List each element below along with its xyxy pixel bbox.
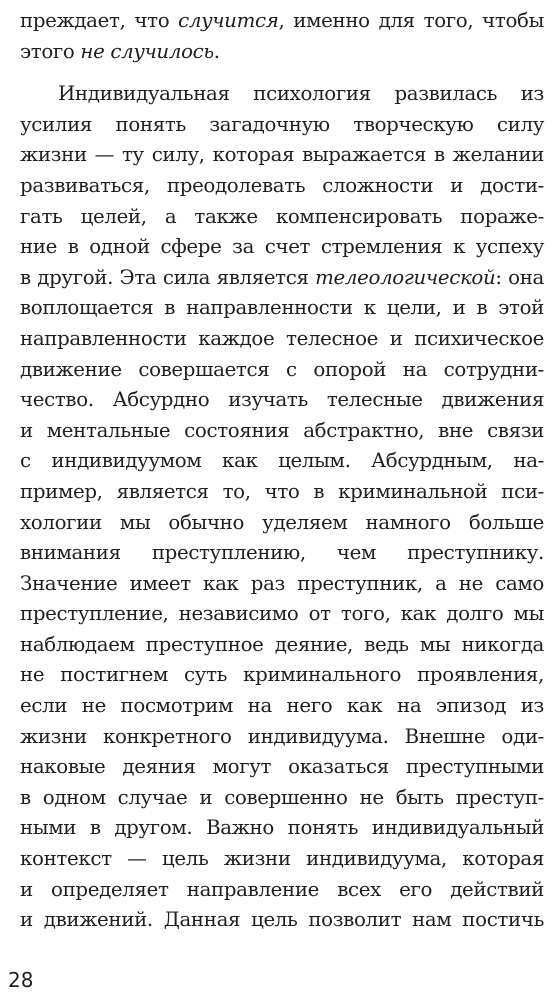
paragraph-gap xyxy=(20,67,544,79)
text-run: хологии мы обычно уделяем намного больше xyxy=(20,510,544,534)
text-run: преступление, независимо от того, как долго мы xyxy=(20,602,544,626)
text-line xyxy=(20,355,544,386)
text-line xyxy=(20,416,544,447)
text-run: пример, является то, что в криминальной пси- xyxy=(20,479,544,503)
text-line xyxy=(20,232,544,263)
text-line xyxy=(20,110,544,141)
text-run: направленности каждое телесное и психическое xyxy=(20,326,544,350)
text-line xyxy=(20,140,544,171)
text-line xyxy=(20,6,544,37)
text-line xyxy=(20,37,544,68)
text-line xyxy=(20,691,544,722)
page-number: 28 xyxy=(8,968,34,992)
text-line xyxy=(20,477,544,508)
text-line xyxy=(20,783,544,814)
text-run: ние в одной сфере за счет стремления к успеху xyxy=(20,235,544,259)
text-run: движение совершается с опорой на сотрудни- xyxy=(20,357,544,381)
text-run: чество. Абсурдно изучать телесные движения xyxy=(20,388,544,412)
text-line xyxy=(20,905,544,936)
text-run: развиваться, преодолевать сложности и дости- xyxy=(20,173,544,197)
paragraph-1 xyxy=(20,6,544,67)
text-line xyxy=(20,630,544,661)
text-line xyxy=(20,324,544,355)
text-line xyxy=(20,813,544,844)
text-run: и движений. Данная цель позволит нам постичь xyxy=(20,908,544,932)
text-line xyxy=(20,660,544,691)
italic-text: не случилось xyxy=(80,39,214,63)
text-run: внимания преступлению, чем преступнику. xyxy=(20,541,544,565)
text-run: ными в другом. Важно понять индивидуальный xyxy=(20,816,544,840)
text-line xyxy=(20,263,544,294)
text-line xyxy=(20,538,544,569)
page-body xyxy=(20,6,544,936)
text-line xyxy=(20,752,544,783)
italic-text: случится xyxy=(178,9,279,32)
italic-text: телеологической xyxy=(315,265,496,289)
text-run: гать целей, а также компенсировать пораже- xyxy=(20,204,544,228)
text-run: в другой. Эта сила является xyxy=(20,265,316,289)
text-run: этого xyxy=(20,39,81,63)
text-run: наковые деяния могут оказаться преступными xyxy=(20,755,544,779)
text-run: преждает, что xyxy=(20,9,179,32)
text-line xyxy=(20,844,544,875)
text-line xyxy=(20,293,544,324)
text-line xyxy=(20,385,544,416)
text-run: с индивидуумом как целым. Абсурдным, на- xyxy=(20,449,544,473)
text-line xyxy=(20,202,544,233)
text-line xyxy=(20,875,544,906)
text-run: усилия понять загадочную творческую силу xyxy=(20,112,544,136)
text-line xyxy=(20,446,544,477)
text-run: жизни — ту силу, которая выражается в желании xyxy=(20,143,544,167)
paragraph-2 xyxy=(20,79,544,936)
text-run: контекст — цель жизни индивидуума, которая xyxy=(20,847,544,871)
text-line xyxy=(20,599,544,630)
text-run: не постигнем суть криминального проявления, xyxy=(20,663,544,687)
text-run: если не посмотрим на него как на эпизод из xyxy=(20,694,544,718)
text-run: Индивидуальная психология развилась из xyxy=(58,82,544,106)
text-run: и ментальные состояния абстрактно, вне связи xyxy=(20,418,544,442)
text-run: воплощается в направленности к цели, и в этой xyxy=(20,296,544,320)
text-run: . xyxy=(213,39,220,63)
text-run: наблюдаем преступное деяние, ведь мы никогда xyxy=(20,632,544,656)
text-line xyxy=(20,569,544,600)
text-run: и определяет направление всех его действий xyxy=(20,877,544,901)
text-run: в одном случае и совершенно не быть преступ- xyxy=(20,785,544,809)
text-run: Значение имеет как раз преступник, а не само xyxy=(20,571,544,595)
text-run: жизни конкретного индивидуума. Внешне оди- xyxy=(20,724,544,748)
text-line xyxy=(20,79,544,110)
text-run: , именно для того, чтобы xyxy=(278,9,544,32)
text-run: : она xyxy=(495,265,545,289)
text-line xyxy=(20,171,544,202)
text-line xyxy=(20,508,544,539)
text-line xyxy=(20,722,544,753)
